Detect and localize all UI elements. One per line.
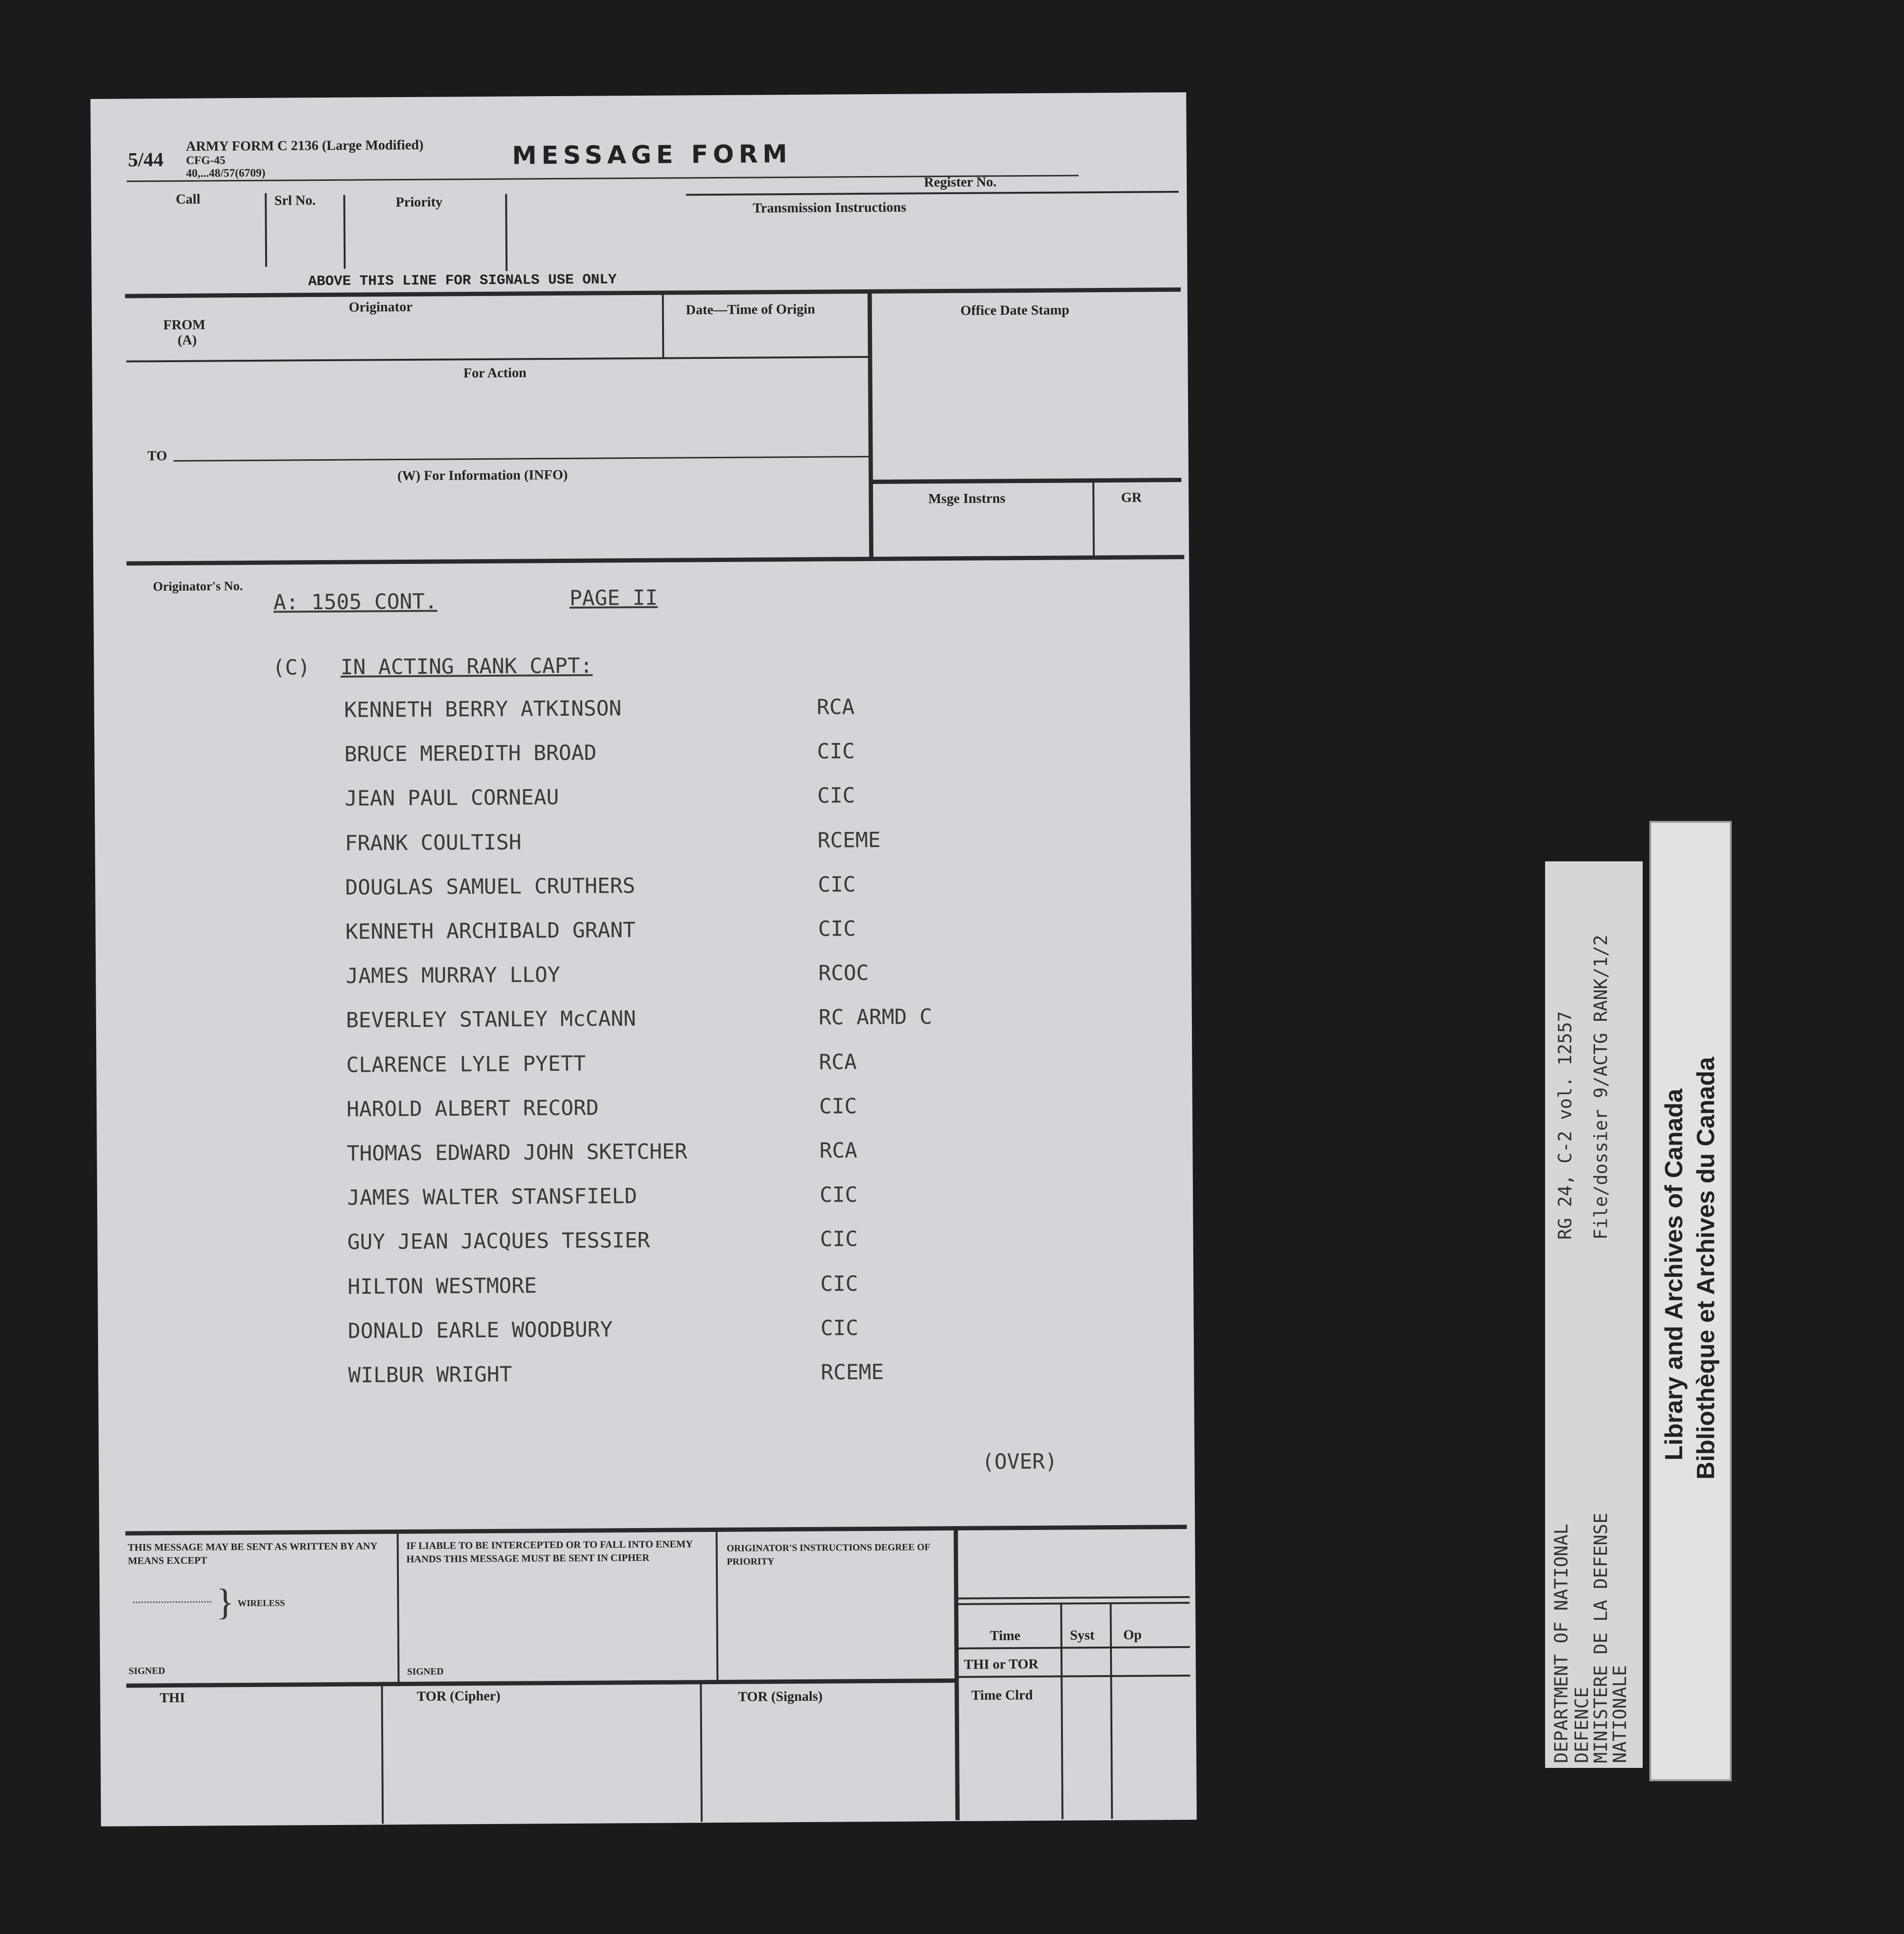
gr-divider bbox=[1092, 481, 1095, 557]
body-top-line bbox=[127, 555, 1184, 566]
footer-top-line bbox=[125, 1525, 1187, 1536]
for-information-label: (W) For Information (INFO) bbox=[397, 467, 568, 484]
footer-divider-3 bbox=[953, 1528, 960, 1820]
dept-en-line-2: DEFENCE bbox=[1571, 1687, 1592, 1763]
entry-unit: CIC bbox=[817, 783, 855, 808]
entry-name: DONALD EARLE WOODBURY bbox=[347, 1317, 613, 1343]
dept-fr-line-1: MINISTERE DE LA DEFENSE bbox=[1590, 1512, 1611, 1763]
time-grid-col-1 bbox=[1060, 1603, 1063, 1819]
entry-name: HAROLD ALBERT RECORD bbox=[346, 1095, 599, 1122]
to-line bbox=[174, 456, 869, 462]
entry-unit: CIC bbox=[818, 917, 856, 941]
archive-reference-tag bbox=[1545, 861, 1643, 1768]
footer-divider-5 bbox=[700, 1684, 703, 1822]
entry-name: DOUGLAS SAMUEL CRUTHERS bbox=[345, 874, 635, 900]
thi-label: THI bbox=[159, 1690, 185, 1706]
entry-unit: RCA bbox=[819, 1050, 857, 1075]
date-time-origin-label: Date—Time of Origin bbox=[685, 301, 815, 318]
signed-mid-label: SIGNED bbox=[407, 1666, 444, 1677]
office-date-stamp-label: Office Date Stamp bbox=[960, 302, 1070, 318]
entry-unit: CIC bbox=[820, 1316, 859, 1341]
time-clrd-label: Time Clrd bbox=[971, 1687, 1033, 1703]
form-title: ARMY FORM C 2136 (Large Modified) bbox=[186, 137, 424, 154]
entry-unit: RCA bbox=[816, 695, 855, 720]
priority-label: Priority bbox=[396, 194, 443, 210]
dept-en-line-1: DEPARTMENT OF NATIONAL bbox=[1551, 1523, 1572, 1763]
originator-divider bbox=[662, 293, 664, 357]
syst-label: Syst bbox=[1070, 1628, 1095, 1643]
signals-use-note: ABOVE THIS LINE FOR SIGNALS USE ONLY bbox=[308, 272, 617, 290]
entry-name: CLARENCE LYLE PYETT bbox=[346, 1051, 586, 1077]
entry-unit: CIC bbox=[817, 872, 856, 897]
time-grid-top-2 bbox=[956, 1602, 1190, 1605]
entry-name: KENNETH BERRY ATKINSON bbox=[344, 696, 622, 722]
originators-instructions-label: ORIGINATOR'S INSTRUCTIONS DEGREE OF PRIORITY bbox=[726, 1542, 930, 1567]
entry-unit: CIC bbox=[820, 1272, 858, 1296]
entry-unit: RCEME bbox=[821, 1360, 884, 1385]
tor-cipher-label: TOR (Cipher) bbox=[416, 1688, 501, 1704]
footer-divider-1 bbox=[397, 1531, 399, 1686]
transmission-instructions-label: Transmission Instructions bbox=[753, 199, 907, 216]
entry-name: GUY JEAN JACQUES TESSIER bbox=[347, 1228, 650, 1254]
entry-name: JAMES WALTER STANSFIELD bbox=[347, 1184, 637, 1210]
entry-unit: RC ARMD C bbox=[818, 1005, 932, 1030]
entry-unit: RCOC bbox=[818, 961, 869, 986]
op-label: Op bbox=[1123, 1627, 1142, 1643]
from-sub-label: (A) bbox=[178, 332, 197, 348]
time-grid-row-2 bbox=[957, 1675, 1190, 1678]
wireless-brace: } bbox=[216, 1581, 235, 1623]
message-ref: A: 1505 CONT. bbox=[273, 589, 437, 615]
time-grid-top bbox=[956, 1596, 1190, 1599]
form-serial: 40,...48/57(6709) bbox=[186, 167, 266, 180]
msge-instrns-label: Msge Instrns bbox=[928, 491, 1006, 507]
call-label: Call bbox=[176, 191, 200, 207]
entry-unit: CIC bbox=[820, 1227, 858, 1252]
entry-name: BRUCE MEREDITH BROAD bbox=[344, 740, 597, 767]
entry-name: FRANK COULTISH bbox=[345, 830, 522, 856]
originator-label: Originator bbox=[348, 299, 413, 315]
time-label: Time bbox=[990, 1628, 1021, 1644]
entry-name: WILBUR WRIGHT bbox=[348, 1362, 512, 1388]
entry-name: THOMAS EDWARD JOHN SKETCHER bbox=[347, 1139, 687, 1166]
footer-bottom-line bbox=[126, 1678, 957, 1688]
to-label: TO bbox=[147, 448, 168, 464]
form-date-code: 5/44 bbox=[128, 149, 164, 171]
srl-divider bbox=[343, 195, 346, 269]
for-action-label: For Action bbox=[463, 365, 527, 381]
form-code: CFG-45 bbox=[186, 154, 226, 167]
message-form-page bbox=[90, 92, 1197, 1826]
section-letter: (C) bbox=[272, 655, 310, 680]
thi-or-tor-label: THI or TOR bbox=[964, 1656, 1039, 1672]
lac-tag bbox=[1649, 821, 1732, 1781]
message-page: PAGE II bbox=[569, 585, 658, 611]
tor-signals-label: TOR (Signals) bbox=[738, 1688, 823, 1705]
call-divider bbox=[265, 193, 267, 267]
register-line bbox=[686, 191, 1179, 196]
sent-as-written-note: THIS MESSAGE MAY BE SENT AS WRITTEN BY ANY MEANS EXCEPT bbox=[128, 1540, 377, 1567]
dept-fr-line-2: NATIONALE bbox=[1609, 1665, 1630, 1763]
entry-name: KENNETH ARCHIBALD GRANT bbox=[345, 918, 636, 944]
entry-name: BEVERLEY STANLEY McCANN bbox=[346, 1006, 636, 1033]
time-grid-col-2 bbox=[1110, 1602, 1113, 1819]
file-reference: File/dossier 9/ACTG RANK/1/2 bbox=[1590, 935, 1611, 1240]
lac-name-en: Library and Archives of Canada bbox=[1660, 1088, 1688, 1460]
rg-reference: RG 24, C-2 vol. 12557 bbox=[1555, 1011, 1576, 1240]
time-grid-row-1 bbox=[957, 1646, 1190, 1649]
footer-divider-2 bbox=[715, 1529, 718, 1681]
signed-left-label: SIGNED bbox=[129, 1666, 165, 1677]
from-label: FROM bbox=[163, 317, 206, 333]
from-to-line bbox=[126, 356, 869, 363]
entry-unit: CIC bbox=[819, 1094, 857, 1119]
msge-line bbox=[870, 478, 1181, 484]
priority-divider bbox=[505, 194, 507, 271]
originators-no-label: Originator's No. bbox=[153, 579, 243, 594]
stamp-divider bbox=[868, 292, 873, 561]
lac-name-fr: Bibliothèque et Archives du Canada bbox=[1692, 1056, 1720, 1480]
signals-line bbox=[125, 287, 1181, 298]
entry-name: JEAN PAUL CORNEAU bbox=[344, 785, 559, 811]
entry-name: JAMES MURRAY LLOY bbox=[346, 963, 560, 988]
entry-name: HILTON WESTMORE bbox=[347, 1273, 537, 1299]
gr-label: GR bbox=[1121, 490, 1142, 505]
section-heading: IN ACTING RANK CAPT: bbox=[340, 653, 593, 680]
cipher-note: IF LIABLE TO BE INTERCEPTED OR TO FALL INTO ENEMY HANDS THIS MESSAGE MUST BE SENT IN CIPHER bbox=[406, 1538, 693, 1565]
wireless-label: WIRELESS bbox=[238, 1598, 285, 1609]
entry-unit: CIC bbox=[817, 739, 855, 764]
wireless-dotted-line bbox=[133, 1601, 211, 1603]
entry-unit: RCEME bbox=[817, 828, 881, 853]
over-note: (OVER) bbox=[982, 1449, 1058, 1474]
form-heading: MESSAGE FORM bbox=[512, 140, 792, 170]
srl-no-label: Srl No. bbox=[274, 193, 316, 208]
entry-unit: RCA bbox=[819, 1138, 858, 1163]
entry-unit: CIC bbox=[819, 1183, 858, 1207]
register-no-label: Register No. bbox=[924, 174, 997, 190]
footer-divider-4 bbox=[381, 1686, 384, 1824]
